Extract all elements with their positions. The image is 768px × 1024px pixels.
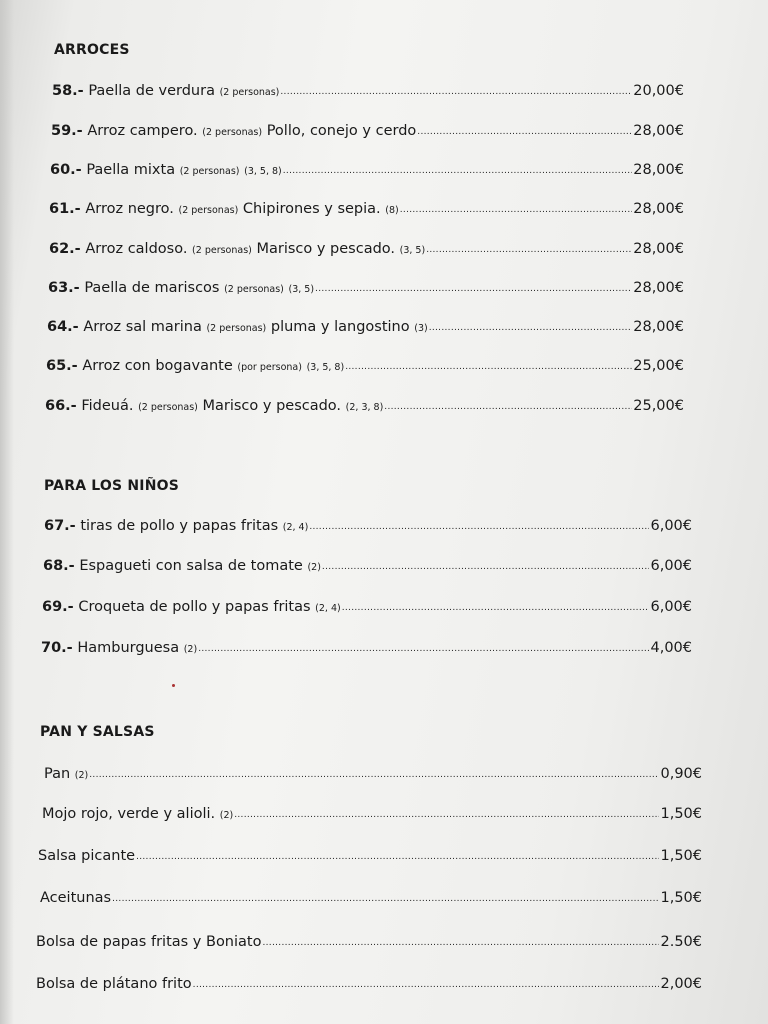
item-allergens: (2, 4) (315, 603, 341, 614)
dot-leader (89, 770, 659, 780)
dot-leader (234, 810, 659, 820)
item-number: 70.- (41, 640, 73, 656)
section-title-arroces: ARROCES (54, 42, 130, 58)
item-allergens: (3, 5, 8) (244, 166, 282, 177)
dot-leader (309, 522, 649, 532)
menu-item (45, 398, 684, 414)
item-price: 28,00€ (633, 123, 684, 139)
item-name: Arroz negro. (85, 201, 174, 217)
menu-item (46, 358, 684, 374)
dot-leader (400, 205, 633, 215)
dot-leader (426, 245, 632, 255)
item-price: 25,00€ (633, 398, 684, 414)
dot-leader (198, 644, 649, 654)
item-name: tiras de pollo y papas fritas (80, 518, 279, 534)
item-name: Pan (44, 766, 71, 782)
item-name: Croqueta de pollo y papas fritas (78, 599, 311, 615)
item-price: 6,00€ (650, 599, 692, 615)
menu-item (47, 319, 684, 335)
dot-leader (193, 980, 660, 990)
item-note: (2 personas) (219, 87, 280, 98)
item-name: Paella de verdura (88, 83, 215, 99)
item-name: Mojo rojo, verde y alioli. (42, 806, 216, 822)
item-number: 66.- (45, 398, 77, 414)
item-price: 28,00€ (633, 201, 684, 217)
dot-leader (429, 323, 633, 333)
menu-item (38, 848, 702, 864)
item-note: (2 personas) (178, 205, 239, 216)
page-shadow (0, 0, 14, 1024)
stain-mark (172, 684, 175, 687)
item-name: Hamburguesa (77, 640, 180, 656)
menu-item (50, 162, 684, 178)
item-name: Bolsa de plátano frito (36, 976, 192, 992)
item-price: 28,00€ (633, 319, 684, 335)
item-price: 2,00€ (660, 976, 702, 992)
menu-item (48, 280, 684, 296)
dot-leader (315, 284, 632, 294)
item-note: (2 personas) (224, 284, 284, 295)
item-number: 60.- (50, 162, 82, 178)
item-price: 28,00€ (633, 280, 684, 296)
menu-item (52, 83, 684, 99)
item-note: (2 personas) (202, 127, 263, 138)
item-number: 59.- (51, 123, 83, 139)
item-allergens: (2) (307, 562, 321, 573)
item-number: 63.- (48, 280, 80, 296)
item-note: (2 personas) (179, 166, 240, 177)
item-name: Paella mixta (86, 162, 176, 178)
item-name: Salsa picante (38, 848, 136, 864)
item-price: 0,90€ (660, 766, 702, 782)
item-number: 69.- (42, 599, 74, 615)
menu-item (44, 766, 702, 782)
menu-item (36, 976, 702, 992)
dot-leader (342, 603, 650, 613)
item-allergens: (3, 5, 8) (306, 362, 345, 373)
item-price: 28,00€ (633, 241, 684, 257)
item-description: Chipirones y sepia. (242, 201, 381, 217)
menu-item (51, 123, 684, 139)
item-note: (2 personas) (206, 323, 267, 334)
item-number: 58.- (52, 83, 84, 99)
item-price: 4,00€ (650, 640, 692, 656)
item-name: Arroz con bogavante (82, 358, 233, 374)
dot-leader (280, 87, 632, 97)
item-note: (por persona) (237, 362, 302, 373)
item-name: Paella de mariscos (84, 280, 220, 296)
menu-item (44, 518, 692, 534)
menu-item (49, 241, 684, 257)
dot-leader (384, 402, 632, 412)
item-price: 28,00€ (633, 162, 684, 178)
item-description: Marisco y pescado. (202, 398, 342, 414)
item-number: 62.- (49, 241, 81, 257)
item-number: 67.- (44, 518, 76, 534)
section-title-pan-salsas: PAN Y SALSAS (40, 724, 155, 740)
item-allergens: (2) (219, 810, 234, 821)
item-name: Arroz sal marina (83, 319, 202, 335)
item-price: 2.50€ (660, 934, 702, 950)
item-allergens: (3, 5) (399, 245, 426, 256)
item-note: (2 personas) (138, 402, 198, 413)
item-name: Bolsa de papas fritas y Boniato (36, 934, 262, 950)
item-price: 1,50€ (660, 890, 702, 906)
menu-item (40, 890, 702, 906)
dot-leader (417, 127, 632, 137)
dot-leader (283, 166, 633, 176)
item-name: Aceitunas (40, 890, 112, 906)
item-allergens: (3) (414, 323, 428, 334)
menu-item (41, 640, 692, 656)
item-name: Arroz caldoso. (85, 241, 188, 257)
item-allergens: (2, 3, 8) (345, 402, 384, 413)
item-allergens: (3, 5) (288, 284, 315, 295)
item-number: 64.- (47, 319, 79, 335)
item-allergens: (2, 4) (282, 522, 309, 533)
menu-item (42, 806, 702, 822)
item-description: Marisco y pescado. (256, 241, 396, 257)
item-name: Fideuá. (81, 398, 134, 414)
dot-leader (112, 894, 659, 904)
item-description: Pollo, conejo y cerdo (266, 123, 417, 139)
dot-leader (322, 562, 650, 572)
item-number: 68.- (43, 558, 75, 574)
item-price: 25,00€ (633, 358, 684, 374)
item-price: 1,50€ (660, 806, 702, 822)
section-title-ninos: PARA LOS NIÑOS (44, 478, 180, 494)
item-number: 61.- (49, 201, 81, 217)
item-price: 1,50€ (660, 848, 702, 864)
item-note: (2 personas) (192, 245, 252, 256)
dot-leader (345, 362, 632, 372)
menu-item (42, 599, 692, 615)
item-number: 65.- (46, 358, 78, 374)
item-allergens: (8) (385, 205, 399, 216)
item-allergens: (2) (74, 770, 89, 781)
item-price: 6,00€ (650, 518, 692, 534)
item-description: pluma y langostino (270, 319, 410, 335)
item-price: 20,00€ (633, 83, 684, 99)
item-allergens: (2) (183, 644, 198, 655)
item-price: 6,00€ (650, 558, 692, 574)
menu-item (49, 201, 684, 217)
item-name: Espagueti con salsa de tomate (79, 558, 303, 574)
menu-item (36, 934, 702, 950)
dot-leader (262, 938, 659, 948)
menu-item (43, 558, 692, 574)
item-name: Arroz campero. (87, 123, 198, 139)
dot-leader (136, 852, 659, 862)
